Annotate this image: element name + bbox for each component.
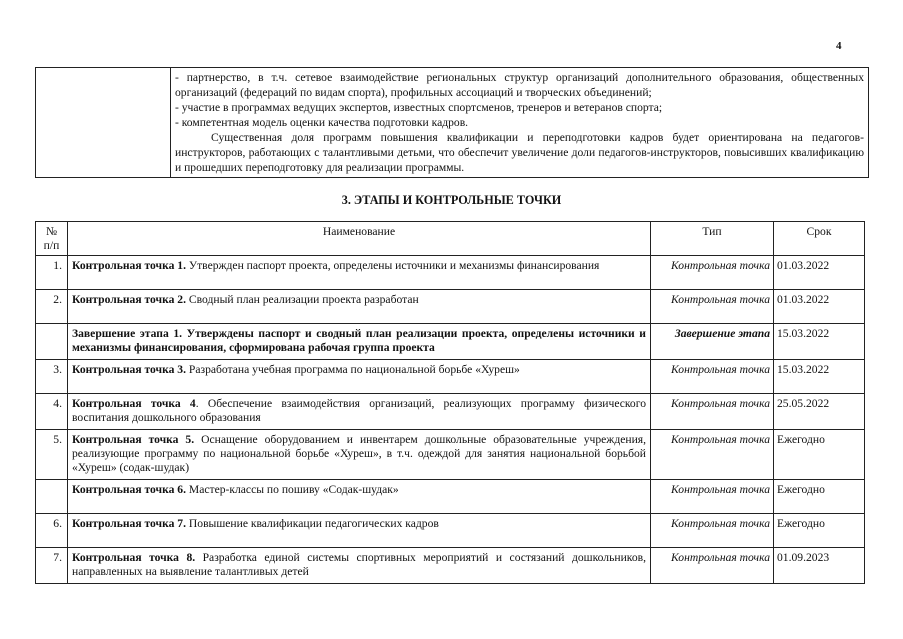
row-lead: Контрольная точка 3. [72, 363, 186, 376]
row-lead: Контрольная точка 5. [72, 433, 195, 446]
row-num [36, 480, 68, 514]
header-num: № п/п [36, 222, 68, 256]
table-row [36, 514, 865, 548]
row-num: 5. [36, 430, 68, 480]
row-type: Контрольная точка [651, 514, 774, 548]
row-date: 01.03.2022 [774, 290, 865, 324]
row-text: Разработка единой системы спортивных мероприятий и состязаний дошкольников, направленных на выявление талантливых детей [72, 551, 646, 578]
row-type: Контрольная точка [651, 430, 774, 480]
continuation-text-cell [171, 68, 869, 178]
row-lead: Контрольная точка 6. [72, 483, 186, 496]
row-text: Утвержден паспорт проекта, определены источники и механизмы финансирования [186, 259, 600, 272]
table-row [36, 430, 865, 480]
row-type: Контрольная точка [651, 394, 774, 430]
section-title: 3. ЭТАПЫ И КОНТРОЛЬНЫЕ ТОЧКИ [341, 193, 562, 207]
row-text: Сводный план реализации проекта разработан [186, 293, 419, 306]
table-row [36, 256, 865, 290]
row-lead: Контрольная точка 1. [72, 259, 186, 272]
row-date: 01.03.2022 [774, 256, 865, 290]
table-header-row [36, 222, 865, 256]
row-lead: Контрольная точка 8. [72, 551, 196, 564]
row-num: 2. [36, 290, 68, 324]
row-text: Повышение квалификации педагогических кадров [186, 517, 439, 530]
row-type: Контрольная точка [651, 480, 774, 514]
row-lead: Контрольная точка 2. [72, 293, 186, 306]
row-type: Контрольная точка [651, 548, 774, 584]
row-date: 15.03.2022 [774, 324, 865, 360]
row-name [68, 324, 651, 360]
row-num [36, 324, 68, 360]
milestones-table [35, 221, 865, 584]
row-name [68, 394, 651, 430]
row-type: Контрольная точка [651, 360, 774, 394]
row-num: 7. [36, 548, 68, 584]
row-name [68, 480, 651, 514]
table-row [36, 290, 865, 324]
row-text: Разработана учебная программа по национальной борьбе «Хуреш» [186, 363, 520, 376]
row-num: 4. [36, 394, 68, 430]
row-type: Контрольная точка [651, 290, 774, 324]
table-row [36, 480, 865, 514]
row-text: . Обеспечение взаимодействия организаций, реализующих программу физического воспитания дошкольного образования [72, 397, 646, 424]
header-type: Тип [651, 222, 774, 256]
row-name [68, 290, 651, 324]
paragraph-experts: - участие в программах ведущих экспертов, известных спортсменов, тренеров и ветеранов спорта; [175, 101, 663, 114]
row-name [68, 514, 651, 548]
row-name [68, 430, 651, 480]
row-type: Завершение этапа [651, 324, 774, 360]
row-date: 25.05.2022 [774, 394, 865, 430]
row-date: 01.09.2023 [774, 548, 865, 584]
row-lead: Завершение этапа 1. Утверждены паспорт и сводный план реализации проекта, определены источники и механизмы финансирования, сформирована рабочая группа проекта [72, 327, 646, 354]
header-name: Наименование [68, 222, 651, 256]
row-lead: Контрольная точка 4 [72, 397, 196, 410]
paragraph-retraining: Существенная доля программ повышения квалификации и переподготовки кадров будет ориентирована на педагогов-инструкторов, работающих с талантливыми детьми, что обеспечит увеличение доли педагогов-инструкторов, повысивших квалификацию и прошедших переподготовку для реализации программы. [175, 131, 864, 174]
row-date: Ежегодно [774, 480, 865, 514]
header-date: Срок [774, 222, 865, 256]
row-num: 3. [36, 360, 68, 394]
row-text: Мастер-классы по пошиву «Содак-шудак» [186, 483, 399, 496]
row-name [68, 360, 651, 394]
row-name [68, 256, 651, 290]
row-num: 1. [36, 256, 68, 290]
table-row-stage [36, 324, 865, 360]
row-date: 15.03.2022 [774, 360, 865, 394]
row-type: Контрольная точка [651, 256, 774, 290]
page-number: 4 [836, 40, 842, 52]
row-text: Оснащение оборудованием и инвентарем дошкольные образовательные учреждения, реализующие программу по национальной борьбе «Хуреш», в т.ч. одеждой для занятия национальной борьбой «Хуреш» (содак-шудак) [72, 433, 647, 474]
table-row [36, 394, 865, 430]
row-date: Ежегодно [774, 430, 865, 480]
table-row [36, 360, 865, 394]
paragraph-competence-model: - компетентная модель оценки качества подготовки кадров. [175, 116, 469, 129]
row-lead: Контрольная точка 7. [72, 517, 186, 530]
row-name [68, 548, 651, 584]
row-num: 6. [36, 514, 68, 548]
table-row [36, 548, 865, 584]
continuation-table [35, 67, 869, 178]
row-date: Ежегодно [774, 514, 865, 548]
continuation-empty-cell [36, 68, 171, 178]
continuation-row [36, 68, 869, 178]
paragraph-partnership: - партнерство, в т.ч. сетевое взаимодействие региональных структур организаций дополнительного образования, общественных организаций (федераций по видам спорта), профильных ассоциаций и творческих объединений; [175, 71, 864, 99]
